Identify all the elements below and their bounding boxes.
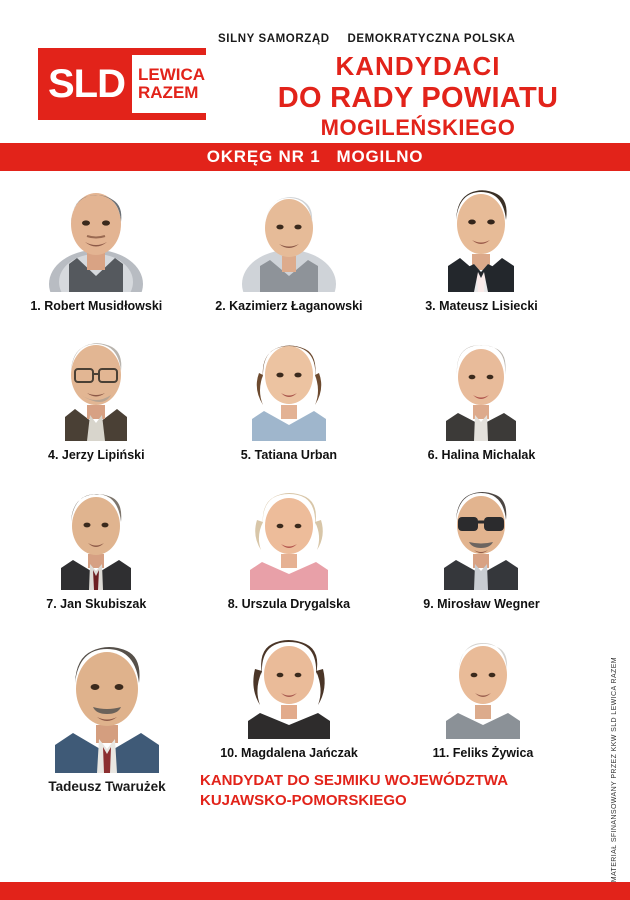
candidate-name-2: 2. Kazimierz Łaganowski <box>215 299 363 313</box>
sejmik-line-2: KUJAWSKO-POMORSKIEGO <box>200 792 407 810</box>
candidate-row <box>0 172 578 323</box>
funding-disclaimer: MATERIAŁ SFINANSOWANY PRZEZ KKW SLD LEWICA RAZEM <box>611 656 618 882</box>
candidate-photo-9 <box>422 472 540 590</box>
candidate-row-featured <box>0 621 578 831</box>
district-band-inner <box>0 143 630 171</box>
candidate-name-6: 6. Halina Michalak <box>427 448 536 462</box>
candidate-photo-6 <box>422 323 540 441</box>
bottom-red-strip <box>0 882 630 900</box>
candidate-card-7[interactable] <box>0 472 193 621</box>
candidate-name-9: 9. Mirosław Wegner <box>423 597 540 611</box>
slogan-left: SILNY SAMORZĄD <box>218 33 330 45</box>
candidate-photo-featured <box>33 621 181 773</box>
candidate-grid <box>0 172 578 831</box>
candidate-name-5: 5. Tatiana Urban <box>240 448 338 462</box>
candidate-card-6[interactable] <box>385 323 578 472</box>
candidate-card-10[interactable] <box>200 621 378 770</box>
poster-title <box>218 52 618 142</box>
title-line-1: KANDYDACI <box>335 51 501 81</box>
candidate-card-4[interactable] <box>0 323 193 472</box>
sejmik-callout <box>200 771 580 812</box>
candidate-name-featured: Tadeusz Twarużek <box>48 779 166 794</box>
logo-lewica-razem-box <box>132 55 211 113</box>
candidate-card-11[interactable] <box>390 621 576 770</box>
candidate-name-10: 10. Magdalena Jańczak <box>220 746 358 760</box>
candidate-name-3: 3. Mateusz Lisiecki <box>425 299 538 313</box>
district-city: MOGILNO <box>336 147 424 166</box>
slogan-row <box>218 33 529 45</box>
candidate-photo-2 <box>230 172 348 292</box>
candidate-row <box>0 323 578 472</box>
candidate-photo-11 <box>424 621 542 739</box>
candidate-card-featured[interactable] <box>22 621 192 794</box>
candidate-name-1: 1. Robert Musidłowski <box>30 299 163 313</box>
logo-sld-text: SLD <box>48 62 125 106</box>
sidebar-disclaimer-area <box>578 171 630 900</box>
candidate-name-7: 7. Jan Skubiszak <box>46 597 147 611</box>
poster-header <box>0 0 630 140</box>
slogan-right: DEMOKRATYCZNA POLSKA <box>347 33 516 45</box>
district-band <box>0 143 630 171</box>
logo-lewica-text: LEWICA <box>138 65 206 85</box>
candidate-card-1[interactable] <box>0 172 193 323</box>
candidate-photo-5 <box>230 323 348 441</box>
sejmik-line-1: KANDYDAT DO SEJMIKU WOJEWÓDZTWA <box>200 772 509 789</box>
candidate-card-5[interactable] <box>193 323 386 472</box>
district-number: OKRĘG NR 1 <box>206 147 321 166</box>
candidate-photo-4 <box>37 323 155 441</box>
logo-razem-text: RAZEM <box>138 83 199 102</box>
candidate-name-8: 8. Urszula Drygalska <box>227 597 351 611</box>
title-line-2: DO RADY POWIATU <box>277 81 559 114</box>
candidate-name-11: 11. Feliks Żywica <box>432 746 534 760</box>
candidate-photo-3 <box>422 172 540 292</box>
candidate-row <box>0 472 578 621</box>
candidate-card-8[interactable] <box>193 472 386 621</box>
title-line-3: MOGILEŃSKIEGO <box>320 115 516 141</box>
candidate-photo-7 <box>37 472 155 590</box>
candidate-photo-1 <box>37 172 155 292</box>
candidate-card-2[interactable] <box>193 172 386 323</box>
candidate-photo-8 <box>230 472 348 590</box>
sld-logo <box>38 48 206 120</box>
candidate-name-4: 4. Jerzy Lipiński <box>48 448 145 462</box>
candidate-card-9[interactable] <box>385 472 578 621</box>
candidate-photo-10 <box>230 621 348 739</box>
candidate-card-3[interactable] <box>385 172 578 323</box>
